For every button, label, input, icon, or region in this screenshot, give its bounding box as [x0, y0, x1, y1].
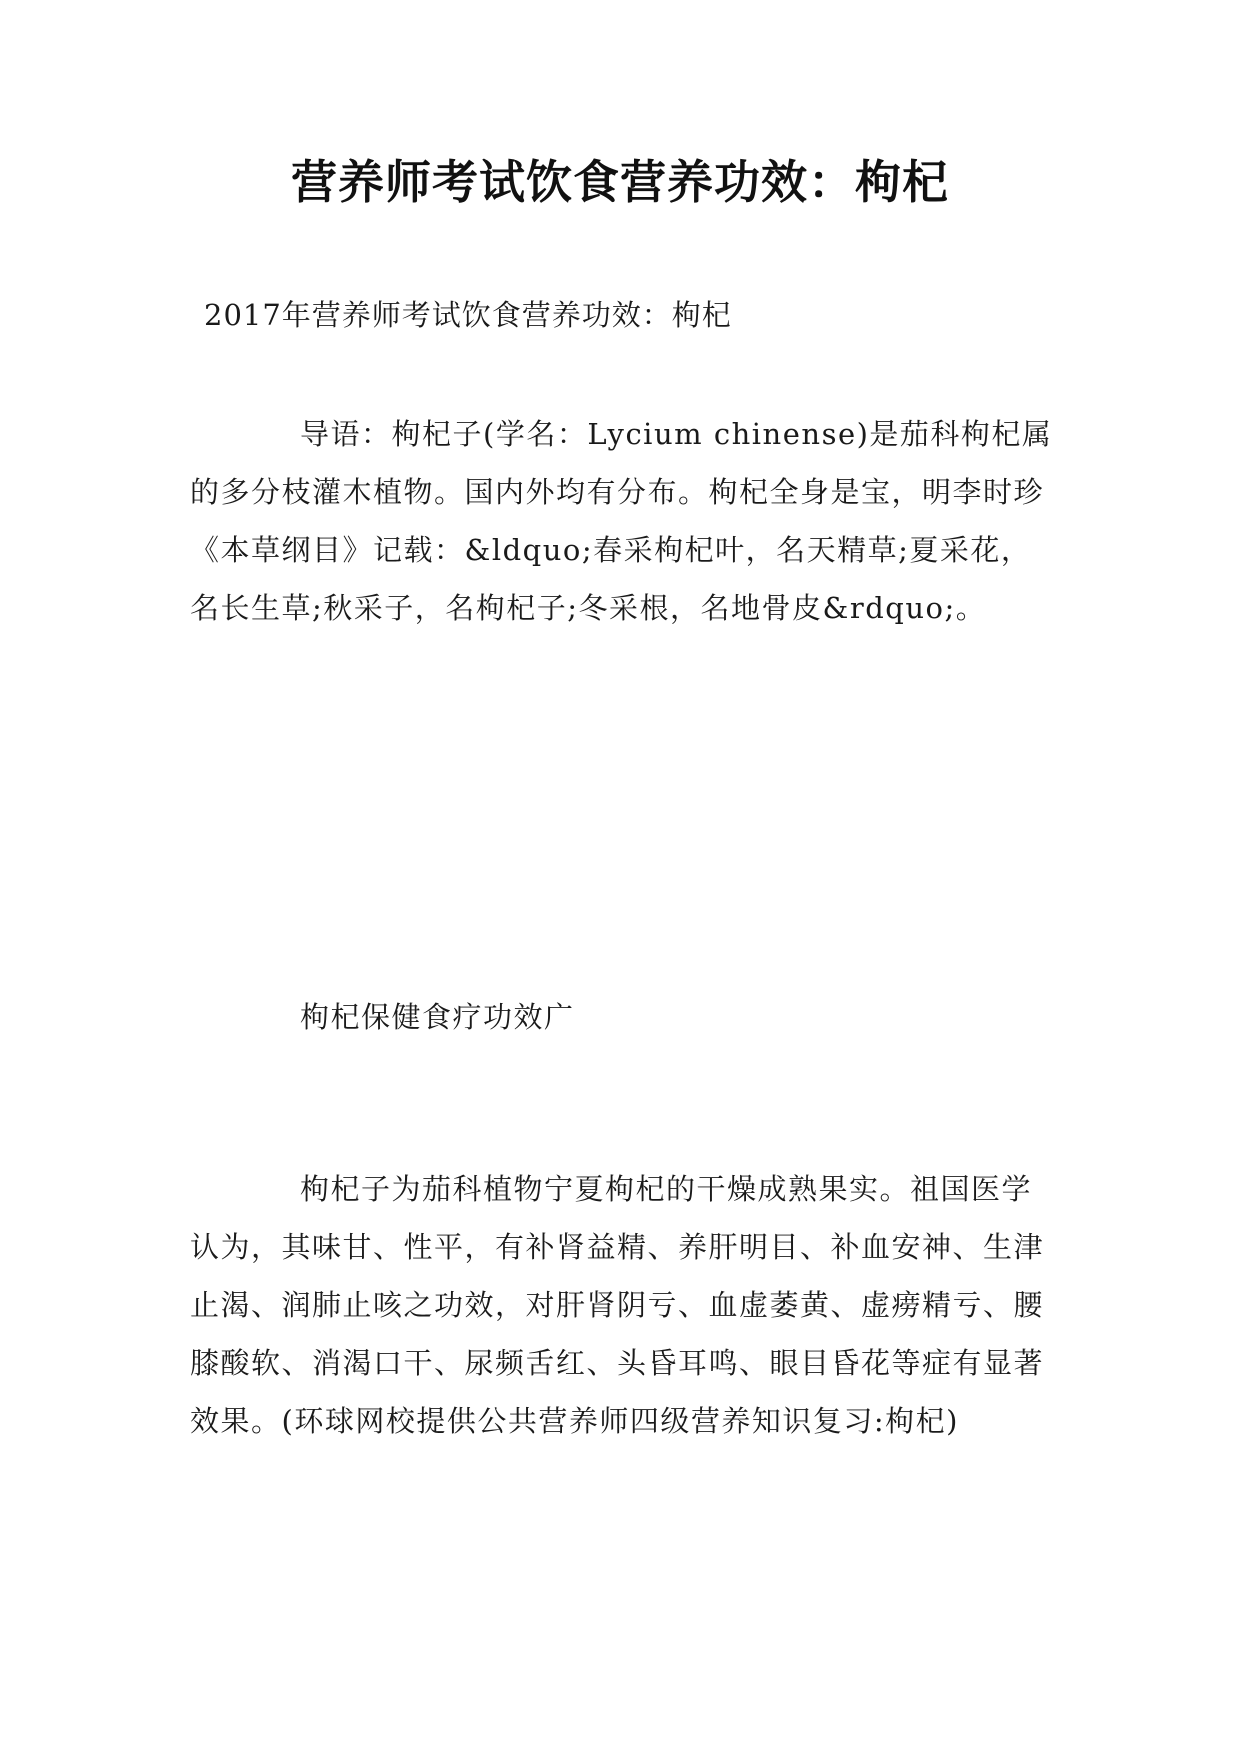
document-subtitle: 2017年营养师考试饮食营养功效：枸杞 — [204, 298, 732, 332]
body-paragraph: 枸杞子为茄科植物宁夏枸杞的干燥成熟果实。祖国医学认为，其味甘、性平，有补肾益精、养肝明目、补血安神、生津止渴、润肺止咳之功效，对肝肾阴亏、血虚萎黄、虚痨精亏、腰膝酸软、消渴口干、尿频舌红、头昏耳鸣、眼目昏花等症有显著效果。(环球网校提供公共营养师四级营养知识复习:枸杞) — [190, 1172, 1045, 1438]
section-heading-paragraph: 枸杞保健食疗功效广 — [300, 1000, 575, 1034]
intro-paragraph: 导语：枸杞子(学名：Lycium chinense)是茄科枸杞属的多分枝灌木植物。国内外均有分布。枸杞全身是宝，明李时珍《本草纲目》记载：&ldquo;春采枸杞叶，名天精草;夏采花，名长生草;秋采子，名枸杞子;冬采根，名地骨皮&rdquo;。 — [190, 417, 1053, 625]
document-title: 营养师考试饮食营养功效：枸杞 — [291, 155, 949, 209]
